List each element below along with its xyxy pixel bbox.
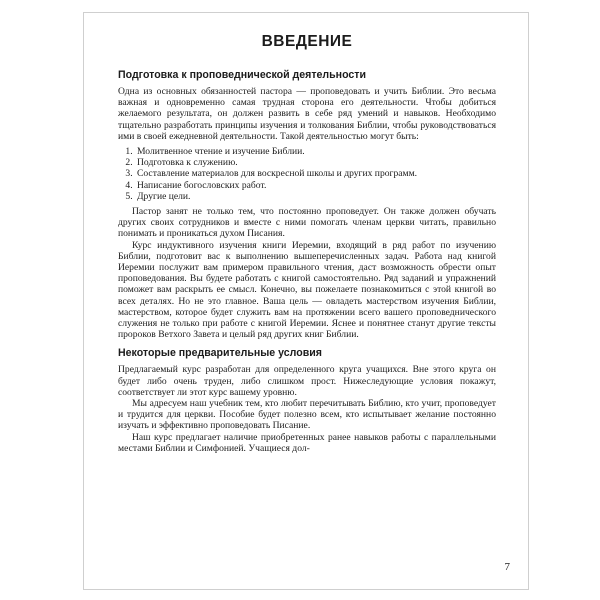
page-content [118, 33, 496, 454]
paragraph: Одна из основных обязанностей пастора — проповедовать и учить Библии. Это весьма важная и одновременно самая трудная сторона его деятельности. Чтобы добиться желаемого результата, он должен развить в себе ряд умений и навыков. Необходимо тщательно разработать принципы изучения и толкования Библии, чтобы руководствоваться ими в своей ежедневной деятельности. Такой деятельностью могут быть: [118, 86, 496, 142]
paragraph: Предлагаемый курс разработан для определенного круга учащихся. Вне этого круга он будет либо очень труден, либо слишком прост. Нижеследующие условия покажут, соответствует ли этот курс вашему уровню. [118, 364, 496, 398]
paragraph: Курс индуктивного изучения книги Иеремии, входящий в ряд работ по изучению Библии, подготовит вас к выполнению вышеперечисленных задач. Работа над книгой Иеремии послужит вам примером правильного чтения, даст возможность обрести опыт проповедования. Вы будете работать с книгой самостоятельно. Ряд заданий и упражнений поможет вам раскрыть ее смысл. Конечно, вы пожелаете познакомиться с этой книгой во всех деталях. Но не это главное. Ваша цель — овладеть мастерством изучения Библии, мастерством, которое будет служить вам на протяжении всего вашего проповеднического служения не только при работе с книгой Иеремии. Яснее и понятнее станут другие тексты пророков Ветхого Завета и целый ряд других книг Библии. [118, 239, 496, 341]
list-item: 1. Молитвенное чтение и изучение Библии. [135, 146, 496, 157]
page-number: 7 [504, 561, 510, 573]
list-item: 4. Написание богословских работ. [135, 180, 496, 191]
list-item: 5. Другие цели. [135, 191, 496, 202]
list-item: 2. Подготовка к служению. [135, 157, 496, 168]
paragraph: Наш курс предлагает наличие приобретенных ранее навыков работы с параллельными местами Библии и Симфонией. Учащиеся дол- [118, 431, 496, 454]
page-title: ВВЕДЕНИЕ [261, 33, 353, 50]
list-item: 3. Составление материалов для воскресной школы и других программ. [135, 168, 496, 179]
book-page [83, 12, 529, 590]
section-heading-preparation: Подготовка к проповеднической деятельности [118, 69, 367, 81]
section-heading-preconditions: Некоторые предварительные условия [118, 347, 322, 360]
paragraph: Мы адресуем наш учебник тем, кто любит перечитывать Библию, кто учит, проповедует и трудится для церкви. Пособие будет полезно всем, кто испытывает желание постоянно изучать и эффективно проповедовать Писание. [118, 398, 496, 432]
activity-list [118, 146, 496, 202]
paragraph: Пастор занят не только тем, что постоянно проповедует. Он также должен обучать других своих сотрудников и вместе с ними помогать членам церкви читать, правильно понимать и проникаться духом Писания. [118, 206, 496, 240]
